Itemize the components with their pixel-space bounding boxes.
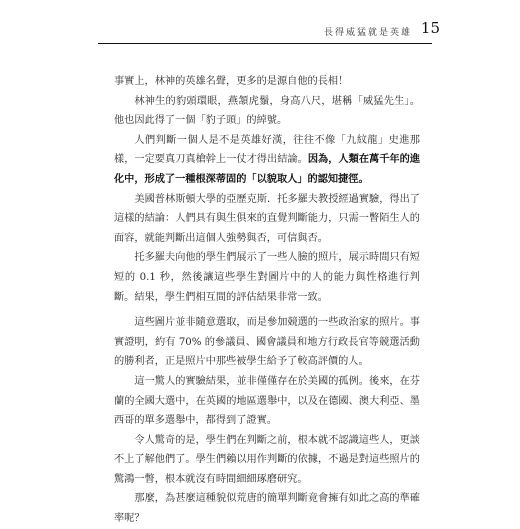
body-text xyxy=(114,72,420,529)
paragraph: 美國普林斯頓大學的亞歷克斯．托多羅夫教授經過實驗，得出了這樣的結論：人們具有與生俱來的直覺判斷能力，只需一瞥陌生人的面容，就能判斷出這個人強勢與否，可信與否。 xyxy=(114,193,420,244)
page-number: 15 xyxy=(420,19,440,37)
paragraph: 這些圖片並非隨意選取，而是參加競選的一些政治家的照片。事實證明，約有 70% 的參議員、國會議員和地方行政長官等競選活動的勝利者，正是照片中那些被學生給予了較高評價的人。 xyxy=(114,317,420,368)
page-header xyxy=(0,0,520,60)
paragraph: 托多羅夫向他的學生們展示了一些人臉的照片，展示時間只有短短的 0.1 秒，然後讓這些學生對圖片中的人的能力與性格進行判斷。結果，學生們相互間的評估結果非常一致。 xyxy=(114,252,420,303)
paragraph: 那麼，為甚麼這種貌似荒唐的簡單判斷竟會擁有如此之高的準確率呢？ xyxy=(114,493,420,525)
running-header-title: 長得威猛就是英雄 xyxy=(323,28,412,38)
header-rule xyxy=(98,43,432,44)
paragraph: 這一驚人的實驗結果，並非僅僅存在於美國的孤例。後來，在芬蘭的全國大選中，在英國的地區選舉中，以及在德國、澳大利亞、墨西哥的單多選舉中，都得到了證實。 xyxy=(114,375,420,427)
paragraph: 人們判斷一個人是不是英雄好漢，往往不像「九紋龍」史進那樣，一定要真刀真槍幹上一仗才得出結論。因為，人類在萬千年的進化中，形成了一種根深蒂固的「以貌取人」的認知捷徑。 xyxy=(114,134,421,185)
paragraph: 令人驚奇的是，學生們在判斷之前，根本就不認識這些人，更談不上了解他們了。學生們賴以用作判斷的依據，不過是對這些照片的驚鴻一瞥，根本就沒有時間細細琢磨研究。 xyxy=(114,434,420,485)
paragraph: 事實上，林神的英雄名聲，更多的是源自他的長相！ xyxy=(114,76,349,87)
bold-emphasis: 因為，人類在萬千年的進化中，形成了一種根深蒂固的「以貌取人」的認知捷徑。 xyxy=(114,154,421,185)
paragraph: 林神生的豹頭環眼，燕頷虎鬚，身高八尺，堪稱「威猛先生」。他也因此得了一個「豹子頭」的綽號。 xyxy=(114,95,420,127)
